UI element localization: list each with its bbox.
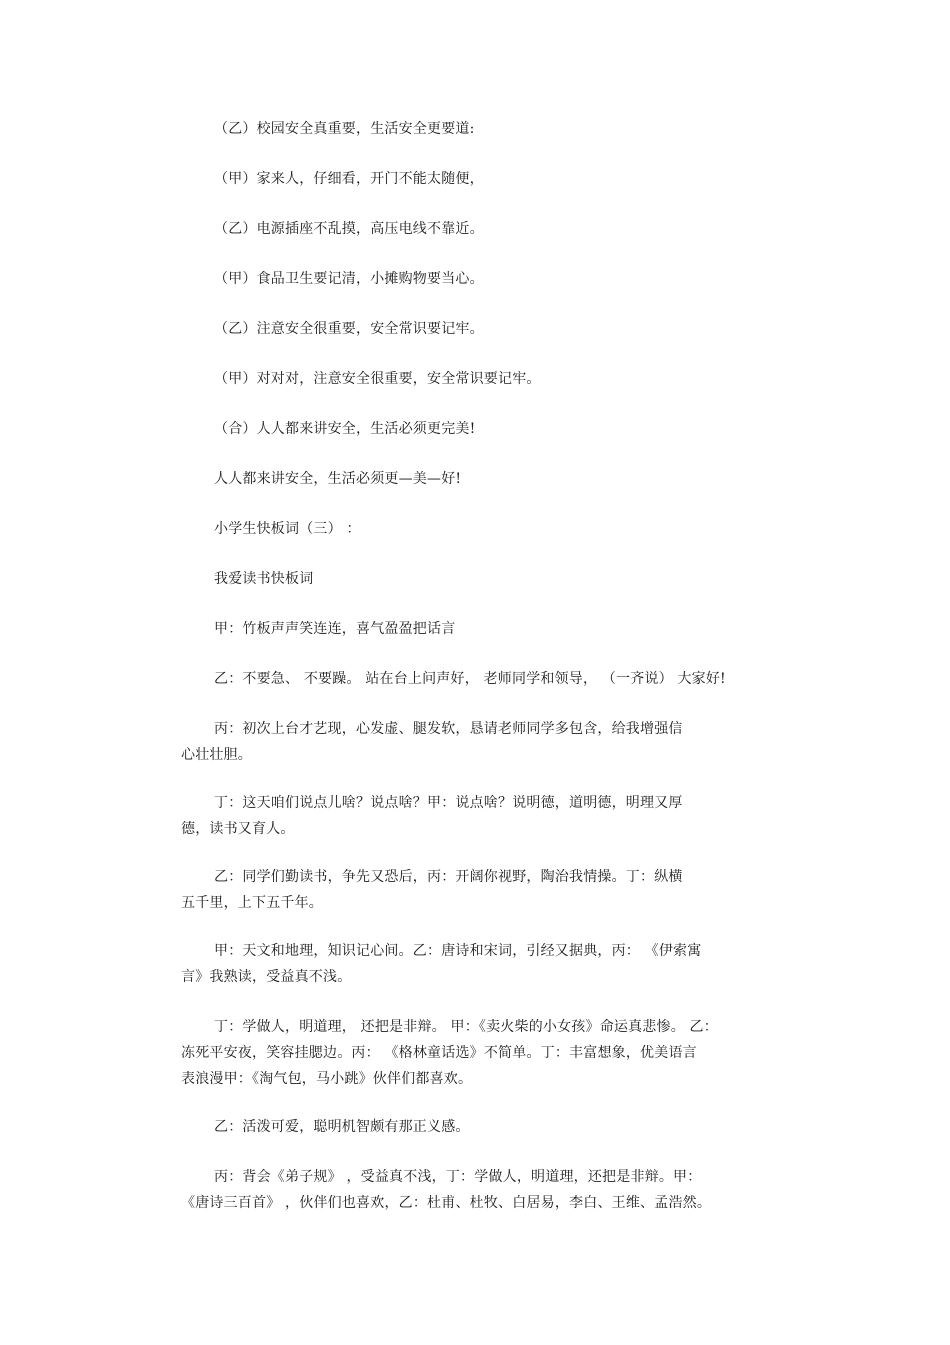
paragraph-4 <box>214 266 484 292</box>
text-line: 乙：活泼可爱，聪明机智颇有那正义感。 <box>214 1119 470 1135</box>
text-line: 心壮壮胆。 <box>181 747 252 763</box>
text-line: 冻死平安夜，笑容挂腮边。丙： 《格林童话选》不简单。丁：丰富想象，优美语言 <box>181 1045 697 1061</box>
paragraph-16 <box>181 938 701 990</box>
text-line: 表浪漫甲：《淘气包，马小跳》伙伴们都喜欢。 <box>181 1071 473 1087</box>
text-line: 丁：学做人，明道理， 还把是非辩。 甲：《卖火柴的小女孩》命运真悲惨。 乙： <box>214 1019 718 1035</box>
paragraph-1 <box>214 116 475 142</box>
paragraph-13 <box>181 716 683 768</box>
text-line: 乙：同学们勤读书，争先又恐后，丙：开阔你视野，陶治我情操。丁：纵横 <box>214 869 683 885</box>
section-title <box>214 566 313 592</box>
text-line: 丙：初次上台才艺现，心发虚、腿发软，恳请老师同学多包含，给我增强信 <box>214 721 683 737</box>
text-line: 丁：这天咱们说点儿啥？说点啥？甲：说点啥？说明德，道明德，明理又厚 <box>214 795 683 811</box>
paragraph-6 <box>214 366 541 392</box>
section-heading <box>214 516 361 542</box>
text-line: 五千里，上下五千年。 <box>181 895 323 911</box>
text-line: 甲：竹板声声笑连连，喜气盈盈把话言 <box>214 621 456 637</box>
paragraph-19 <box>181 1164 711 1216</box>
text-line: 言》我熟读，受益真不浅。 <box>181 969 352 985</box>
text-line: 乙：不要急、 不要躁。 站在台上问声好， 老师同学和领导， （一齐说） 大家好! <box>214 671 726 687</box>
paragraph-11 <box>214 616 455 642</box>
paragraph-15 <box>181 864 683 916</box>
text-line: 甲：天文和地理，知识记心间。乙：唐诗和宋词，引经又据典，丙： 《伊索寓 <box>214 943 702 959</box>
paragraph-3 <box>214 216 484 242</box>
text-line: （乙）电源插座不乱摸，高压电线不靠近。 <box>214 221 484 237</box>
text-line: 我爱读书快板词 <box>214 571 314 587</box>
text-line: 德，读书又育人。 <box>181 821 295 837</box>
text-line: 《唐诗三百首》 ，伙伴们也喜欢，乙：杜甫、杜牧、白居易，李白、王维、孟浩然。 <box>181 1195 712 1211</box>
paragraph-2 <box>214 166 484 192</box>
text-line: （合）人人都来讲安全，生活必须更完美! <box>214 421 476 437</box>
text-line: 人人都来讲安全，生活必须更—美—好! <box>214 471 462 487</box>
paragraph-18 <box>214 1114 470 1140</box>
text-line: （乙）注意安全很重要，安全常识要记牢。 <box>214 321 484 337</box>
text-line: （乙）校园安全真重要，生活安全更要道: <box>214 121 475 137</box>
paragraph-17 <box>181 1014 718 1092</box>
text-line: （甲）食品卫生要记清，小摊购物要当心。 <box>214 271 484 287</box>
paragraph-7 <box>214 416 475 442</box>
text-line: （甲）对对对，注意安全很重要，安全常识要记牢。 <box>214 371 541 387</box>
paragraph-5 <box>214 316 484 342</box>
paragraph-8 <box>214 466 461 492</box>
text-line: （甲）家来人，仔细看，开门不能太随便， <box>214 171 484 187</box>
text-line: 小学生快板词（三） ： <box>214 521 361 537</box>
paragraph-12 <box>214 666 726 692</box>
paragraph-14 <box>181 790 683 842</box>
text-line: 丙：背会《弟子规》 ，受益真不浅，丁：学做人，明道理，还把是非辩。甲： <box>214 1169 702 1185</box>
